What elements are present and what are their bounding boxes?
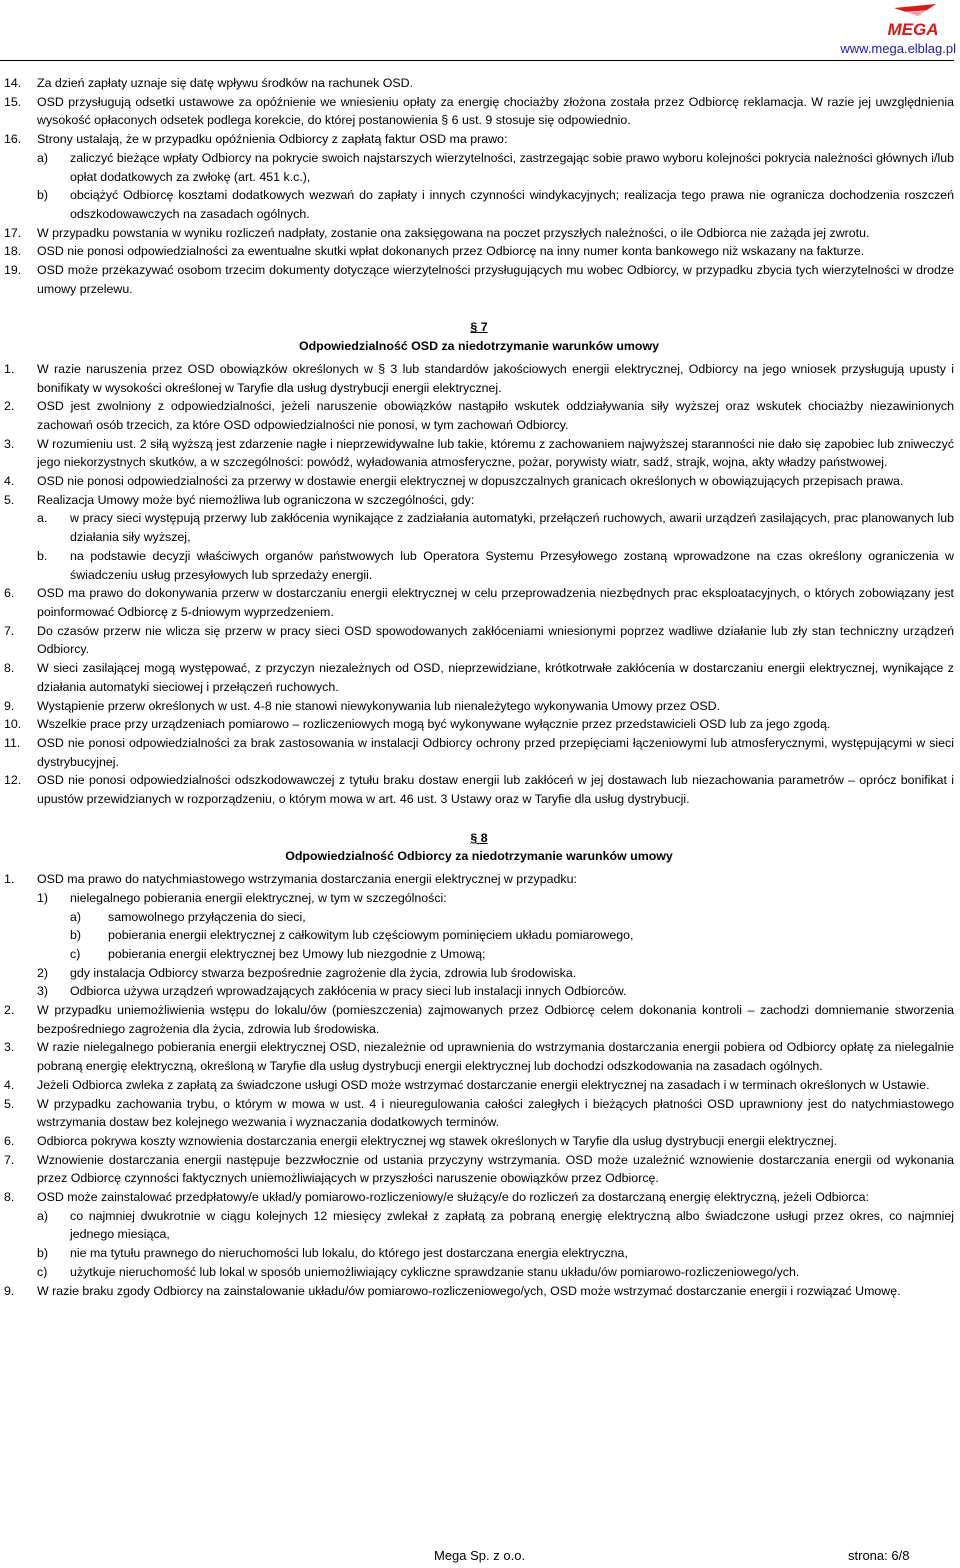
section-8-items	[4, 870, 954, 1300]
list-item: 12. OSD nie ponosi odpowiedzialności odszkodowawczej z tytułu braku dostaw energii lub zakłóceń w jej dostawach lub niezachowania parametrów – oprócz bonifikat i upustów przewidzianych w rozporządzeniu, o którym mowa w art. 46 ust. 3 Ustawy oraz w Taryfie dla usług dystrybucji.	[4, 773, 954, 807]
section-title: Odpowiedzialność Odbiorcy za niedotrzymanie warunków umowy	[285, 849, 673, 864]
sub-item: c) użytkuje nieruchomość lub lokal w sposób uniemożliwiający cykliczne sprawdzanie stanu układu/ów pomiarowo-rozliczeniowego/ych.	[37, 1264, 800, 1279]
sub-item: 1) nielegalnego pobierania energii elektrycznej, w tym w szczególności:	[37, 890, 447, 905]
site-url[interactable]: www.mega.elblag.pl	[840, 41, 956, 56]
section-heading	[4, 829, 954, 866]
list-item: 4. OSD nie ponosi odpowiedzialności za przerwy w dostawie energii elektrycznej w dopuszczalnych granicach określonych w obowiązujących przepisach prawa.	[4, 474, 904, 489]
list-item: 6. Odbiorca pokrywa koszty wznowienia dostarczania energii elektrycznej wg stawek określonych w Taryfie dla usług dystrybucji energii elektrycznej.	[4, 1133, 838, 1148]
document-body	[4, 74, 954, 1300]
section-title: Odpowiedzialność OSD za niedotrzymanie warunków umowy	[298, 339, 660, 354]
header-divider	[0, 60, 954, 61]
sub-item: b) obciążyć Odbiorcę kosztami dodatkowych wezwań do zapłaty i innych czynności windykacyjnych; realizacja tego prawa nie ogranicza dochodzenia roszczeń odszkodowawczych na zasadach ogólnych.	[37, 188, 954, 221]
section-number: § 8	[470, 830, 488, 845]
list-item: 4. Jeżeli Odbiorca zwleka z zapłatą za świadczone usługi OSD może wstrzymać dostarczanie energii elektrycznej na zasadach i w terminach określonych w Ustawie.	[4, 1077, 930, 1092]
list-item: 5. Realizacja Umowy może być niemożliwa lub ograniczona w szczególności, gdy:	[4, 492, 475, 507]
sub-item: a) zaliczyć bieżące wpłaty Odbiorcy na pokrycie swoich najstarszych wierzytelności, zastrzegając sobie prawo wyboru kolejności pokrycia należności głównych i/lub opłat dodatkowych za zwłokę (art. 451 k.c.),	[37, 150, 954, 184]
list-item: 16. Strony ustalają, że w przypadku opóźnienia Odbiorcy z zapłatą faktur OSD ma prawo:	[4, 132, 508, 147]
list-item: 1. W razie naruszenia przez OSD obowiązków określonych w § 3 lub standardów jakościowych energii elektrycznej, Odbiorcy na jego wniosek przysługują upusty i bonifikaty w wysokości określonej w Taryfie dla usług dystrybucji energii elektrycznej.	[4, 361, 954, 395]
sub-sub-item: a) samowolnego przyłączenia do sieci,	[70, 909, 306, 924]
sub-item: b) nie ma tytułu prawnego do nieruchomości lub lokalu, do którego jest dostarczana energia elektryczna,	[37, 1246, 628, 1261]
list-item: 9. W razie braku zgody Odbiorcy na zainstalowanie układu/ów pomiarowo-rozliczeniowego/ych, OSD może wstrzymać dostarczanie energii i rozwiązać Umowę.	[4, 1283, 901, 1298]
sub-item: a. w pracy sieci występują przerwy lub zakłócenia wynikające z zadziałania automatyki, przełączeń ruchowych, awarii urządzeń zasilających, prac planowanych lub działania siły wyższej,	[37, 511, 954, 545]
sub-item: a) co najmniej dwukrotnie w ciągu kolejnych 12 miesięcy zwlekał z zapłatą za pobraną energię elektryczną albo świadczone usługi przez okres, co najmniej jednego miesiąca,	[37, 1208, 954, 1242]
logo-text: MEGA	[887, 20, 939, 39]
list-item: 10. Wszelkie prace przy urządzeniach pomiarowo – rozliczeniowych mogą być wykonywane wyłącznie przez przedstawicieli OSD lub za jego zgodą.	[4, 717, 831, 732]
sub-item: b. na podstawie decyzji właściwych organów państwowych lub Operatora Systemu Przesyłowego zostaną wprowadzone na czas określony ograniczenia w świadczeniu usług przesyłowych lub sprzedaży energii.	[37, 548, 954, 582]
list-item: 2. OSD jest zwolniony z odpowiedzialności, jeżeli naruszenie obowiązków nastąpiło wskutek oddziaływania siły wyższej oraz wskutek chociażby niezawinionych zachowań osób trzecich, za które OSD odpowiedzialności nie ponosi, w tym zachowań Odbiorcy.	[4, 399, 954, 432]
sub-item: 3) Odbiorca używa urządzeń wprowadzających zakłócenia w pracy sieci lub instalacji innych Odbiorców.	[37, 984, 627, 999]
list-item: 8. OSD może zainstalować przedpłatowy/e układ/y pomiarowo-rozliczeniowy/e służący/e do rozliczeń za dostarczaną energię elektryczną, jeżeli Odbiorca:	[4, 1190, 869, 1205]
list-item: 14. Za dzień zapłaty uznaje się datę wpływu środków na rachunek OSD.	[4, 76, 414, 90]
list-item: 18. OSD nie ponosi odpowiedzialności za ewentualne skutki wpłat dokonanych przez Odbiorcę na inny numer konta bankowego niż wskazany na fakturze.	[4, 244, 865, 259]
footer-company: Mega Sp. z o.o.	[434, 1548, 526, 1563]
list-item: 7. Wznowienie dostarczania energii następuje bezzwłocznie od ustania przyczyny wstrzymania. OSD może uzależnić wznowienie dostarczania energii od wykonania przez Odbiorcę czynności faktycznych uniemożliwiających w przyszłości naruszenie obowiązków przez Odbiorcę.	[4, 1152, 954, 1186]
sub-item: 2) gdy instalacja Odbiorcy stwarza bezpośrednie zagrożenie dla życia, zdrowia lub środowiska.	[37, 965, 577, 980]
page-number: strona: 6/8	[848, 1548, 910, 1563]
section-7-items	[4, 360, 954, 809]
list-item: 15. OSD przysługują odsetki ustawowe za opóźnienie we wniesieniu opłaty za energię chociażby złożona została przez Odbiorcę reklamacja. W razie jej uwzględnienia wysokość opłaconych odsetek podlega korekcie, do której postanowienia § 6 ust. 9 stosuje się odpowiednio.	[4, 94, 954, 128]
list-item: 19. OSD może przekazywać osobom trzecim dokumenty dotyczące wierzytelności przysługujących mu wobec Odbiorcy, w przypadku zbycia tych wierzytelności w drodze umowy przelewu.	[4, 263, 954, 296]
list-item: 1. OSD ma prawo do natychmiastowego wstrzymania dostarczania energii elektrycznej w przypadku:	[4, 872, 577, 887]
section-number: § 7	[470, 320, 488, 335]
list-item: 3. W rozumieniu ust. 2 siłą wyższą jest zdarzenie nagłe i nieprzewidywalne lub takie, któremu z zachowaniem najwyższej staranności nie dało się zapobiec lub zniweczyć jego niekorzystnych skutków, a w szczególności: powódź, wyładowania atmosferyczne, pożar, porywisty wiatr, sadź, strajk, wojna, akty władzy państwowej.	[4, 436, 954, 470]
payment-items	[4, 74, 954, 298]
list-item: 9. Wystąpienie przerw określonych w ust. 4-8 nie stanowi niewykonywania lub nienależytego wykonywania Umowy przez OSD.	[4, 698, 721, 713]
list-item: 6. OSD ma prawo do dokonywania przerw w dostarczaniu energii elektrycznej w celu przeprowadzenia niezbędnych prac eksploatacyjnych, o których zobowiązany jest poinformować Odbiorcę z 5-dniowym wyprzedzeniem.	[4, 586, 954, 619]
list-item: 17. W przypadku powstania w wyniku rozliczeń nadpłaty, zostanie ona zaksięgowana na poczet przyszłych należności, o ile Odbiorca nie zażąda jej zwrotu.	[4, 225, 870, 240]
list-item: 7. Do czasów przerw nie wlicza się przerw w pracy sieci OSD spowodowanych zakłóceniami wniesionymi poprzez wadliwe działanie lub zły stan techniczny urządzeń Odbiorcy.	[4, 623, 954, 657]
mega-logo	[884, 2, 942, 42]
sub-sub-item: c) pobierania energii elektrycznej bez Umowy lub niezgodnie z Umową;	[70, 946, 486, 961]
page-header	[0, 0, 960, 70]
list-item: 3. W razie nielegalnego pobierania energii elektrycznej OSD, niezależnie od uprawnienia do wstrzymania dostarczania energii pobiera od Odbiorcy opłatę za nielegalnie pobraną energię elektryczną, określoną w Taryfie dla usług dystrybucji energii elektrycznej lub dochodzi odszkodowania na zasadach ogólnych.	[4, 1040, 954, 1074]
list-item: 5. W przypadku zachowania trybu, o którym w mowa w ust. 4 i nieuregulowania całości zaległych i bieżących płatności OSD uprawniony jest do natychmiastowego wstrzymania dostaw bez kolejnego wezwania i wyznaczania dodatkowych terminów.	[4, 1096, 954, 1130]
list-item: 2. W przypadku uniemożliwienia wstępu do lokalu/ów (pomieszczenia) zajmowanych przez Odbiorcę celem dokonania kontroli – zachodzi domniemanie stworzenia bezpośredniego zagrożenia dla życia, zdrowia lub środowiska.	[4, 1003, 954, 1036]
section-heading	[4, 318, 954, 355]
sub-sub-item: b) pobierania energii elektrycznej z całkowitym lub częściowym pominięciem układu pomiarowego,	[70, 928, 634, 943]
list-item: 11. OSD nie ponosi odpowiedzialności za brak zastosowania w instalacji Odbiorcy ochrony przed przepięciami łączeniowymi lub atmosferycznymi, występującymi w sieci dystrybucyjnej.	[4, 735, 954, 769]
list-item: 8. W sieci zasilającej mogą występować, z przyczyn niezależnych od OSD, nieprzewidziane, krótkotrwałe zakłócenia w dostarczaniu energii elektrycznej, wynikające z działania automatyki sieciowej i przełączeń ruchowych.	[4, 661, 954, 694]
